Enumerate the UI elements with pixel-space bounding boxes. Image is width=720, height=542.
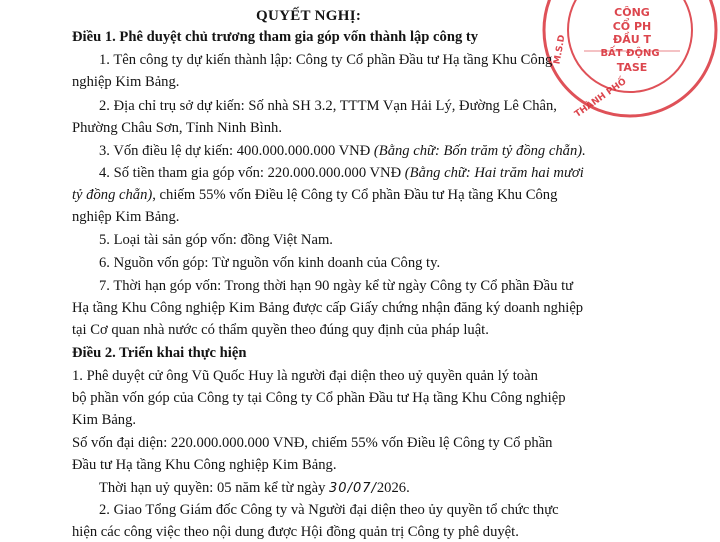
handwritten-date: 30/07/ bbox=[329, 481, 377, 496]
article-2-heading: Điều 2. Triển khai thực hiện bbox=[72, 345, 247, 361]
term-text: Thời hạn uỷ quyền: 05 năm kể từ ngày bbox=[99, 480, 330, 496]
art1-item3-text: 3. Vốn điều lệ dự kiến: 400.000.000.000 VNĐ bbox=[99, 143, 374, 159]
art1-item3 bbox=[99, 142, 586, 161]
art2-item1-line2: bộ phần vốn góp của Công ty tại Công ty Cổ phần Đầu tư Hạ tầng Khu Công nghiệp bbox=[72, 390, 566, 406]
seal-text-line-5: TASE bbox=[616, 61, 648, 74]
art1-item7-line2: Hạ tầng Khu Công nghiệp Kim Bảng được cấp Giấy chứng nhận đăng ký doanh nghiệp bbox=[72, 300, 584, 316]
art1-item3-words: (Bằng chữ: Bốn trăm tỷ đồng chẵn). bbox=[373, 143, 586, 159]
art1-item2-line1: 2. Địa chỉ trụ sở dự kiến: Số nhà SH 3.2, TTTM Vạn Hải Lý, Đường Lê Chân, bbox=[99, 98, 557, 114]
seal-ring-top: M.S.D bbox=[552, 34, 568, 66]
art1-item4-words: (Bằng chữ: Hai trăm hai mươi bbox=[404, 165, 584, 181]
art1-item7-line3: tại Cơ quan nhà nước có thẩm quyền theo đúng quy định của pháp luật. bbox=[72, 322, 489, 338]
resolution-title: QUYẾT NGHỊ: bbox=[256, 8, 362, 24]
art2-item1-line1: 1. Phê duyệt cử ông Vũ Quốc Huy là người đại diện theo uỷ quyền quản lý toàn bbox=[72, 368, 538, 384]
art1-item7-line1: 7. Thời hạn góp vốn: Trong thời hạn 90 ngày kể từ ngày Công ty Cổ phần Đầu tư bbox=[99, 278, 574, 294]
art1-item4-share: , chiếm 55% vốn Điều lệ Công ty Cổ phần Đầu tư Hạ tầng Khu Công bbox=[152, 187, 558, 203]
art2-item2-line2: hiện các công việc theo nội dung được Hội đồng quản trị Công ty phê duyệt. bbox=[72, 524, 519, 540]
seal-text-line-1: CÔNG bbox=[614, 6, 650, 19]
company-seal bbox=[540, 0, 720, 120]
art1-item4-line2 bbox=[72, 186, 557, 205]
art1-item4-text: 4. Số tiền tham gia góp vốn: 220.000.000.000 VNĐ bbox=[99, 165, 405, 181]
seal-text-line-3: ĐẦU T bbox=[613, 33, 651, 46]
seal-text-line-2: CỔ PH bbox=[612, 20, 652, 33]
art2-item1-line3: Kim Bảng. bbox=[72, 412, 137, 428]
seal-text-line-4: BẤT ĐỘNG bbox=[600, 48, 660, 59]
art1-item4-words-end: tỷ đồng chẵn) bbox=[72, 187, 153, 203]
art2-authorization-term bbox=[99, 479, 410, 498]
art2-represented-capital-line1: Số vốn đại diện: 220.000.000.000 VNĐ, chiếm 55% vốn Điều lệ Công ty Cổ phần bbox=[72, 435, 553, 451]
article-1-heading: Điều 1. Phê duyệt chủ trương tham gia góp vốn thành lập công ty bbox=[72, 29, 479, 45]
art1-item2-line2: Phường Châu Sơn, Tỉnh Ninh Bình. bbox=[72, 120, 282, 136]
term-year: 2026. bbox=[376, 480, 410, 496]
art2-item2-line1: 2. Giao Tổng Giám đốc Công ty và Người đại diện theo ủy quyền tổ chức thực bbox=[99, 502, 559, 518]
art1-item6: 6. Nguồn vốn góp: Từ nguồn vốn kinh doanh của Công ty. bbox=[99, 255, 441, 271]
art1-item1-line2: nghiệp Kim Bảng. bbox=[72, 74, 180, 90]
art1-item4-line1 bbox=[99, 164, 584, 183]
art1-item4-line3: nghiệp Kim Bảng. bbox=[72, 209, 180, 225]
seal-ring-bottom: THÀNH PHỐ bbox=[573, 76, 629, 120]
art2-represented-capital-line2: Đầu tư Hạ tầng Khu Công nghiệp Kim Bảng. bbox=[72, 457, 337, 473]
art1-item1-line1: 1. Tên công ty dự kiến thành lập: Công ty Cổ phần Đầu tư Hạ tầng Khu Công bbox=[99, 52, 553, 68]
art1-item5: 5. Loại tài sản góp vốn: đồng Việt Nam. bbox=[99, 232, 333, 248]
